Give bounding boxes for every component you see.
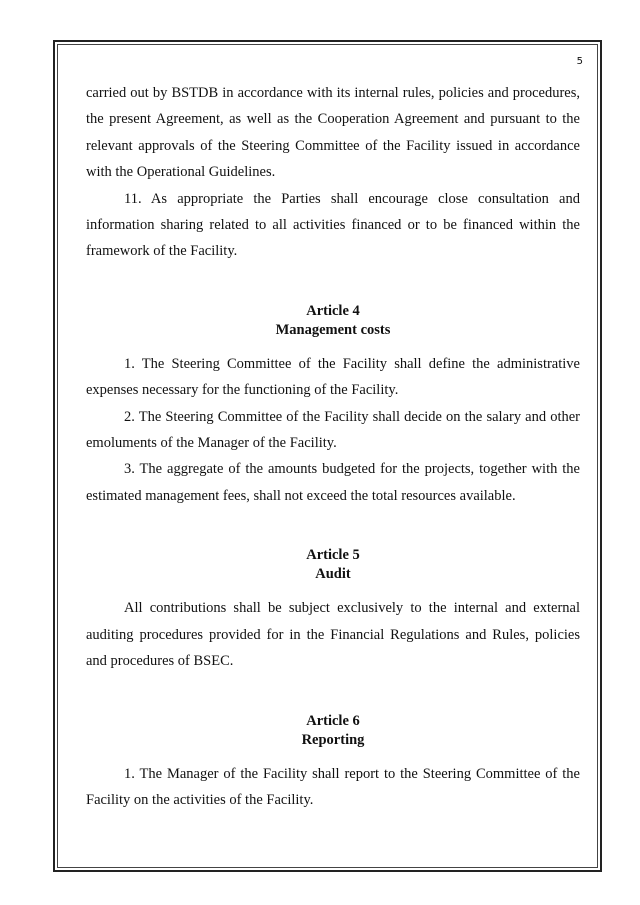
article-5-paragraph-1: All contributions shall be subject exclusively to the internal and external auditing procedures provided for in the Financial Regulations and Rules, policies and procedures of BSEC. bbox=[86, 600, 580, 670]
paragraph-continued: carried out by BSTDB in accordance with its internal rules, policies and procedures, the present Agreement, as well as the Cooperation Agreement and pursuant to the relevant approvals of the Steering Committee of the Facility issued in accordance with the Operational Guidelines. bbox=[86, 85, 580, 181]
article-6-title: Reporting bbox=[301, 731, 365, 748]
article-4-title: Management costs bbox=[275, 321, 391, 338]
paragraph-11: 11. As appropriate the Parties shall encourage close consultation and information sharing related to all activities financed or to be financed within the framework of the Facility. bbox=[86, 190, 580, 260]
article-5-title: Audit bbox=[315, 566, 351, 583]
page-number: 5 bbox=[576, 56, 583, 67]
article-4-section bbox=[86, 302, 580, 509]
article-5-number: Article 5 bbox=[306, 547, 360, 564]
document-body bbox=[86, 80, 580, 813]
article-6-paragraph-1: 1. The Manager of the Facility shall report to the Steering Committee of the Facility on the activities of the Facility. bbox=[86, 765, 580, 808]
article-5-section bbox=[86, 546, 580, 674]
article-4-paragraph-2: 2. The Steering Committee of the Facility shall decide on the salary and other emoluments of the Manager of the Facility. bbox=[86, 408, 580, 452]
article-6-number: Article 6 bbox=[306, 712, 360, 729]
article-4-paragraph-1: 1. The Steering Committee of the Facility shall define the administrative expenses necessary for the functioning of the Facility. bbox=[86, 355, 580, 399]
article-4-paragraph-3: 3. The aggregate of the amounts budgeted for the projects, together with the estimated management fees, shall not exceed the total resources available. bbox=[86, 461, 580, 504]
article-6-section bbox=[86, 712, 580, 814]
article-4-number: Article 4 bbox=[306, 302, 360, 319]
